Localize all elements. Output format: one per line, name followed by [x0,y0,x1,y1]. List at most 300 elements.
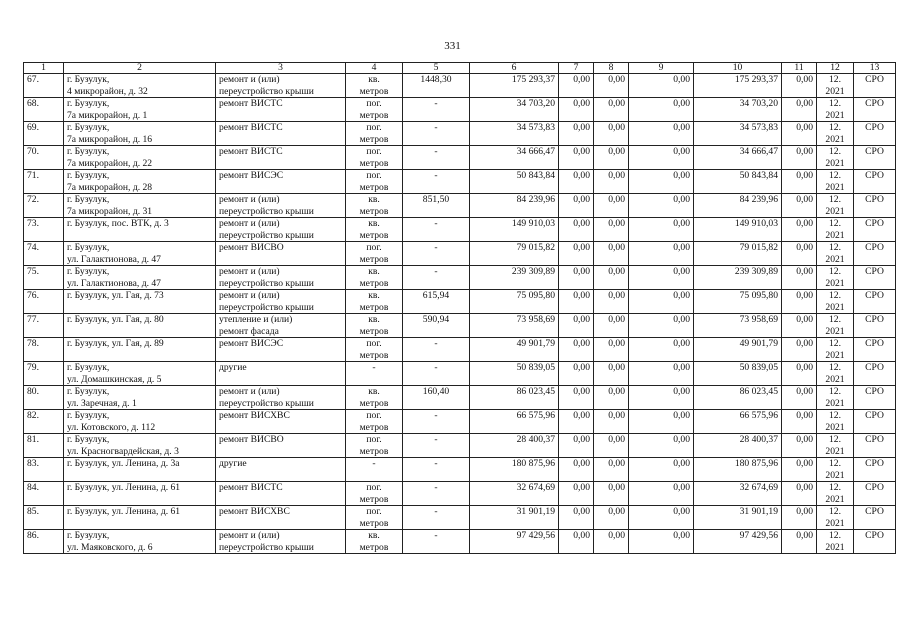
work-type-cell [216,314,346,338]
financing-source-text: СРО [865,218,884,229]
unit-text: метров [359,109,389,121]
work-type-text: ремонт ВИСТС [219,122,283,133]
column-header-2: 2 [64,63,216,74]
col-9-value-cell [629,194,694,218]
unit-cell [346,338,403,362]
col-11-value-text: 0,00 [796,386,813,397]
col-7-value-text: 0,00 [573,386,590,397]
address-text: г. Бузулук, ул. Ленина, д. 61 [67,482,181,493]
completion-date-text: 2021 [825,373,845,385]
col-9-value-cell [629,506,694,530]
col-8-value-cell [594,458,629,482]
completion-date-text: 2021 [825,253,845,265]
table-row [24,242,896,266]
work-type-text: переустройство крыши [219,229,314,241]
col-11-value-text: 0,00 [796,338,813,349]
unit-text: кв. [368,530,380,541]
address-text: ул. Красногвардейская, д. 3 [67,445,179,457]
address-text: 7а микрорайон, д. 16 [67,133,153,145]
total-cost-cell [470,98,559,122]
col-7-value-text: 0,00 [573,218,590,229]
col-9-value-text: 0,00 [673,482,690,493]
address-text: г. Бузулук, [67,122,110,133]
address-text: г. Бузулук, [67,170,110,181]
column-header-4: 4 [346,63,403,74]
quantity-text: - [434,266,438,277]
row-number-cell [24,362,64,386]
work-type-cell [216,290,346,314]
unit-text: метров [359,157,389,169]
col-7-value-cell [559,242,594,266]
col-9-value-text: 0,00 [673,338,690,349]
address-cell [64,242,216,266]
completion-date-cell [817,290,854,314]
col-8-value-cell [594,146,629,170]
col-8-value-cell [594,482,629,506]
col-10-value-text: 31 901,19 [739,506,778,517]
col-9-value-cell [629,338,694,362]
quantity-cell [403,362,470,386]
quantity-text: - [434,98,438,109]
row-number-cell [24,170,64,194]
col-10-value-text: 50 839,05 [739,362,778,373]
col-9-value-text: 0,00 [673,386,690,397]
completion-date-cell [817,386,854,410]
col-8-value-text: 0,00 [608,218,625,229]
col-10-value-cell [694,410,782,434]
row-number-text: 74. [27,242,39,253]
completion-date-cell [817,266,854,290]
table-row [24,362,896,386]
address-cell [64,314,216,338]
table-row [24,314,896,338]
completion-date-text: 12. [829,146,841,157]
financing-source-text: СРО [865,266,884,277]
col-7-value-cell [559,290,594,314]
col-10-value-text: 75 095,80 [739,290,778,301]
work-type-text: ремонт ВИСВО [219,242,284,253]
unit-cell [346,530,403,554]
col-10-value-cell [694,170,782,194]
col-10-value-text: 149 910,03 [734,218,778,229]
col-7-value-cell [559,434,594,458]
financing-source-cell [854,362,896,386]
quantity-text: - [434,170,438,181]
quantity-text: - [434,146,438,157]
unit-cell [346,482,403,506]
financing-source-text: СРО [865,242,884,253]
col-11-value-cell [782,506,817,530]
address-cell [64,266,216,290]
completion-date-text: 12. [829,434,841,445]
quantity-text: - [434,410,438,421]
col-9-value-text: 0,00 [673,362,690,373]
completion-date-cell [817,314,854,338]
col-7-value-text: 0,00 [573,122,590,133]
col-8-value-cell [594,338,629,362]
completion-date-text: 2021 [825,109,845,121]
quantity-cell [403,386,470,410]
col-9-value-cell [629,530,694,554]
col-11-value-cell [782,98,817,122]
row-number-text: 69. [27,122,39,133]
financing-source-cell [854,290,896,314]
quantity-cell [403,170,470,194]
unit-cell [346,290,403,314]
completion-date-text: 12. [829,74,841,85]
unit-cell [346,506,403,530]
col-8-value-cell [594,194,629,218]
col-7-value-cell [559,314,594,338]
col-7-value-cell [559,338,594,362]
work-type-text: переустройство крыши [219,397,314,409]
total-cost-text: 97 429,56 [516,530,555,541]
col-10-value-cell [694,290,782,314]
unit-text: метров [359,445,389,457]
unit-text: пог. [366,434,382,445]
col-9-value-text: 0,00 [673,170,690,181]
table-row [24,434,896,458]
completion-date-cell [817,122,854,146]
financing-source-cell [854,194,896,218]
col-11-value-cell [782,410,817,434]
col-10-value-cell [694,482,782,506]
col-11-value-text: 0,00 [796,194,813,205]
col-7-value-text: 0,00 [573,434,590,445]
col-10-value-cell [694,338,782,362]
financing-source-text: СРО [865,146,884,157]
quantity-cell [403,410,470,434]
address-text: г. Бузулук, [67,242,110,253]
unit-cell [346,458,403,482]
completion-date-cell [817,98,854,122]
quantity-cell [403,530,470,554]
col-10-value-text: 180 875,96 [734,458,778,469]
col-11-value-cell [782,74,817,98]
col-7-value-cell [559,98,594,122]
quantity-text: - [434,338,438,349]
row-number-cell [24,434,64,458]
quantity-text: - [434,242,438,253]
address-cell [64,74,216,98]
total-cost-cell [470,530,559,554]
col-7-value-text: 0,00 [573,170,590,181]
col-10-value-cell [694,122,782,146]
row-number-cell [24,218,64,242]
col-7-value-text: 0,00 [573,146,590,157]
header-row [24,63,896,74]
work-type-text: переустройство крыши [219,277,314,289]
row-number-text: 83. [27,458,39,469]
col-9-value-text: 0,00 [673,266,690,277]
col-8-value-text: 0,00 [608,362,625,373]
work-type-cell [216,530,346,554]
work-type-text: ремонт и (или) [219,386,280,397]
col-10-value-cell [694,98,782,122]
work-type-text: другие [219,362,247,373]
unit-cell [346,170,403,194]
address-cell [64,218,216,242]
total-cost-cell [470,170,559,194]
unit-text: метров [359,253,389,265]
col-8-value-text: 0,00 [608,338,625,349]
col-10-value-text: 28 400,37 [739,434,778,445]
completion-date-text: 12. [829,506,841,517]
completion-date-text: 12. [829,386,841,397]
total-cost-cell [470,146,559,170]
address-text: г. Бузулук, ул. Ленина, д. 3а [67,458,180,469]
unit-text: метров [359,229,389,241]
total-cost-cell [470,194,559,218]
address-text: ул. Галактионова, д. 47 [67,253,161,265]
quantity-text: - [434,482,438,493]
col-9-value-cell [629,242,694,266]
quantity-text: 160,40 [422,386,450,397]
col-10-value-text: 66 575,96 [739,410,778,421]
col-8-value-text: 0,00 [608,98,625,109]
unit-text: метров [359,349,389,361]
financing-source-cell [854,122,896,146]
col-10-value-cell [694,458,782,482]
work-type-text: утепление и (или) [219,314,293,325]
completion-date-cell [817,170,854,194]
address-text: ул. Домашкинская, д. 5 [67,373,162,385]
total-cost-text: 149 910,03 [511,218,555,229]
unit-text: метров [359,205,389,217]
financing-source-cell [854,530,896,554]
address-text: ул. Заречная, д. 1 [67,397,137,409]
col-7-value-text: 0,00 [573,74,590,85]
quantity-text: 851,50 [422,194,450,205]
completion-date-cell [817,530,854,554]
financing-source-cell [854,218,896,242]
table-row [24,146,896,170]
address-cell [64,458,216,482]
col-10-value-text: 34 703,20 [739,98,778,109]
col-9-value-cell [629,170,694,194]
completion-date-text: 12. [829,242,841,253]
col-8-value-cell [594,218,629,242]
row-number-cell [24,122,64,146]
col-11-value-cell [782,218,817,242]
unit-cell [346,386,403,410]
total-cost-text: 49 901,79 [516,338,555,349]
financing-source-cell [854,434,896,458]
completion-date-text: 12. [829,458,841,469]
completion-date-text: 2021 [825,157,845,169]
col-8-value-cell [594,122,629,146]
completion-date-text: 2021 [825,85,845,97]
work-type-text: ремонт фасада [219,325,279,337]
col-7-value-cell [559,458,594,482]
col-9-value-cell [629,290,694,314]
col-10-value-text: 79 015,82 [739,242,778,253]
column-header-6: 6 [470,63,559,74]
col-10-value-text: 32 674,69 [739,482,778,493]
unit-text: кв. [368,194,380,205]
col-9-value-cell [629,266,694,290]
total-cost-text: 84 239,96 [516,194,555,205]
work-type-text: ремонт ВИСТС [219,98,283,109]
address-text: ул. Маяковского, д. 6 [67,541,153,553]
financing-source-text: СРО [865,482,884,493]
col-7-value-cell [559,530,594,554]
unit-text: - [372,458,376,469]
work-type-text: ремонт и (или) [219,74,280,85]
work-type-cell [216,482,346,506]
unit-cell [346,122,403,146]
financing-source-cell [854,482,896,506]
col-7-value-cell [559,362,594,386]
quantity-text: 590,94 [422,314,450,325]
completion-date-cell [817,74,854,98]
row-number-text: 72. [27,194,39,205]
address-cell [64,530,216,554]
row-number-cell [24,266,64,290]
quantity-text: - [434,458,438,469]
total-cost-cell [470,338,559,362]
work-type-cell [216,218,346,242]
row-number-text: 73. [27,218,39,229]
col-11-value-text: 0,00 [796,506,813,517]
table-row [24,530,896,554]
total-cost-cell [470,410,559,434]
work-type-text: ремонт и (или) [219,530,280,541]
quantity-cell [403,290,470,314]
row-number-cell [24,386,64,410]
address-text: г. Бузулук, ул. Гая, д. 80 [67,314,164,325]
col-10-value-cell [694,530,782,554]
table-row [24,338,896,362]
quantity-cell [403,314,470,338]
row-number-cell [24,338,64,362]
total-cost-text: 50 843,84 [516,170,555,181]
col-9-value-cell [629,458,694,482]
col-9-value-cell [629,98,694,122]
completion-date-text: 12. [829,218,841,229]
row-number-cell [24,410,64,434]
col-8-value-text: 0,00 [608,266,625,277]
col-8-value-cell [594,242,629,266]
unit-text: кв. [368,74,380,85]
work-type-cell [216,74,346,98]
col-11-value-text: 0,00 [796,266,813,277]
address-cell [64,386,216,410]
address-cell [64,194,216,218]
financing-source-text: СРО [865,362,884,373]
row-number-cell [24,98,64,122]
row-number-text: 79. [27,362,39,373]
total-cost-cell [470,482,559,506]
unit-text: пог. [366,242,382,253]
work-type-text: ремонт ВИСВО [219,434,284,445]
col-7-value-text: 0,00 [573,506,590,517]
col-11-value-cell [782,386,817,410]
quantity-cell [403,458,470,482]
completion-date-cell [817,218,854,242]
col-7-value-text: 0,00 [573,194,590,205]
work-type-cell [216,122,346,146]
address-cell [64,170,216,194]
col-8-value-text: 0,00 [608,530,625,541]
row-number-text: 86. [27,530,39,541]
col-8-value-text: 0,00 [608,314,625,325]
unit-text: кв. [368,314,380,325]
completion-date-text: 2021 [825,133,845,145]
total-cost-text: 31 901,19 [516,506,555,517]
table-row [24,458,896,482]
address-text: 7а микрорайон, д. 28 [67,181,153,193]
table-row [24,98,896,122]
col-9-value-cell [629,434,694,458]
col-8-value-text: 0,00 [608,194,625,205]
address-text: г. Бузулук, [67,194,110,205]
col-10-value-text: 86 023,45 [739,386,778,397]
col-10-value-text: 97 429,56 [739,530,778,541]
col-9-value-cell [629,314,694,338]
column-header-3: 3 [216,63,346,74]
address-text: 4 микрорайон, д. 32 [67,85,148,97]
quantity-cell [403,506,470,530]
address-text: 7а микрорайон, д. 22 [67,157,153,169]
col-9-value-text: 0,00 [673,434,690,445]
row-number-text: 78. [27,338,39,349]
row-number-text: 77. [27,314,39,325]
row-number-text: 82. [27,410,39,421]
row-number-cell [24,194,64,218]
unit-text: метров [359,325,389,337]
address-text: г. Бузулук, [67,530,110,541]
col-10-value-text: 175 293,37 [734,74,778,85]
col-7-value-text: 0,00 [573,410,590,421]
completion-date-text: 12. [829,362,841,373]
completion-date-cell [817,194,854,218]
address-cell [64,506,216,530]
unit-cell [346,362,403,386]
col-7-value-cell [559,386,594,410]
col-9-value-cell [629,122,694,146]
quantity-cell [403,122,470,146]
col-8-value-text: 0,00 [608,482,625,493]
col-11-value-cell [782,362,817,386]
address-text: г. Бузулук, [67,74,110,85]
col-7-value-text: 0,00 [573,530,590,541]
quantity-text: 1448,30 [420,74,452,85]
completion-date-text: 2021 [825,301,845,313]
col-9-value-text: 0,00 [673,506,690,517]
col-10-value-text: 49 901,79 [739,338,778,349]
work-type-cell [216,242,346,266]
quantity-cell [403,338,470,362]
col-11-value-text: 0,00 [796,458,813,469]
col-9-value-text: 0,00 [673,410,690,421]
completion-date-cell [817,338,854,362]
col-11-value-text: 0,00 [796,98,813,109]
address-text: г. Бузулук, пос. ВТК, д. 3 [67,218,169,229]
work-type-cell [216,194,346,218]
completion-date-text: 12. [829,170,841,181]
address-text: ул. Котовского, д. 112 [67,421,156,433]
unit-cell [346,194,403,218]
col-10-value-cell [694,146,782,170]
quantity-text: - [434,218,438,229]
quantity-cell [403,98,470,122]
financing-source-cell [854,506,896,530]
col-9-value-text: 0,00 [673,314,690,325]
col-11-value-cell [782,122,817,146]
financing-source-text: СРО [865,122,884,133]
col-9-value-cell [629,74,694,98]
